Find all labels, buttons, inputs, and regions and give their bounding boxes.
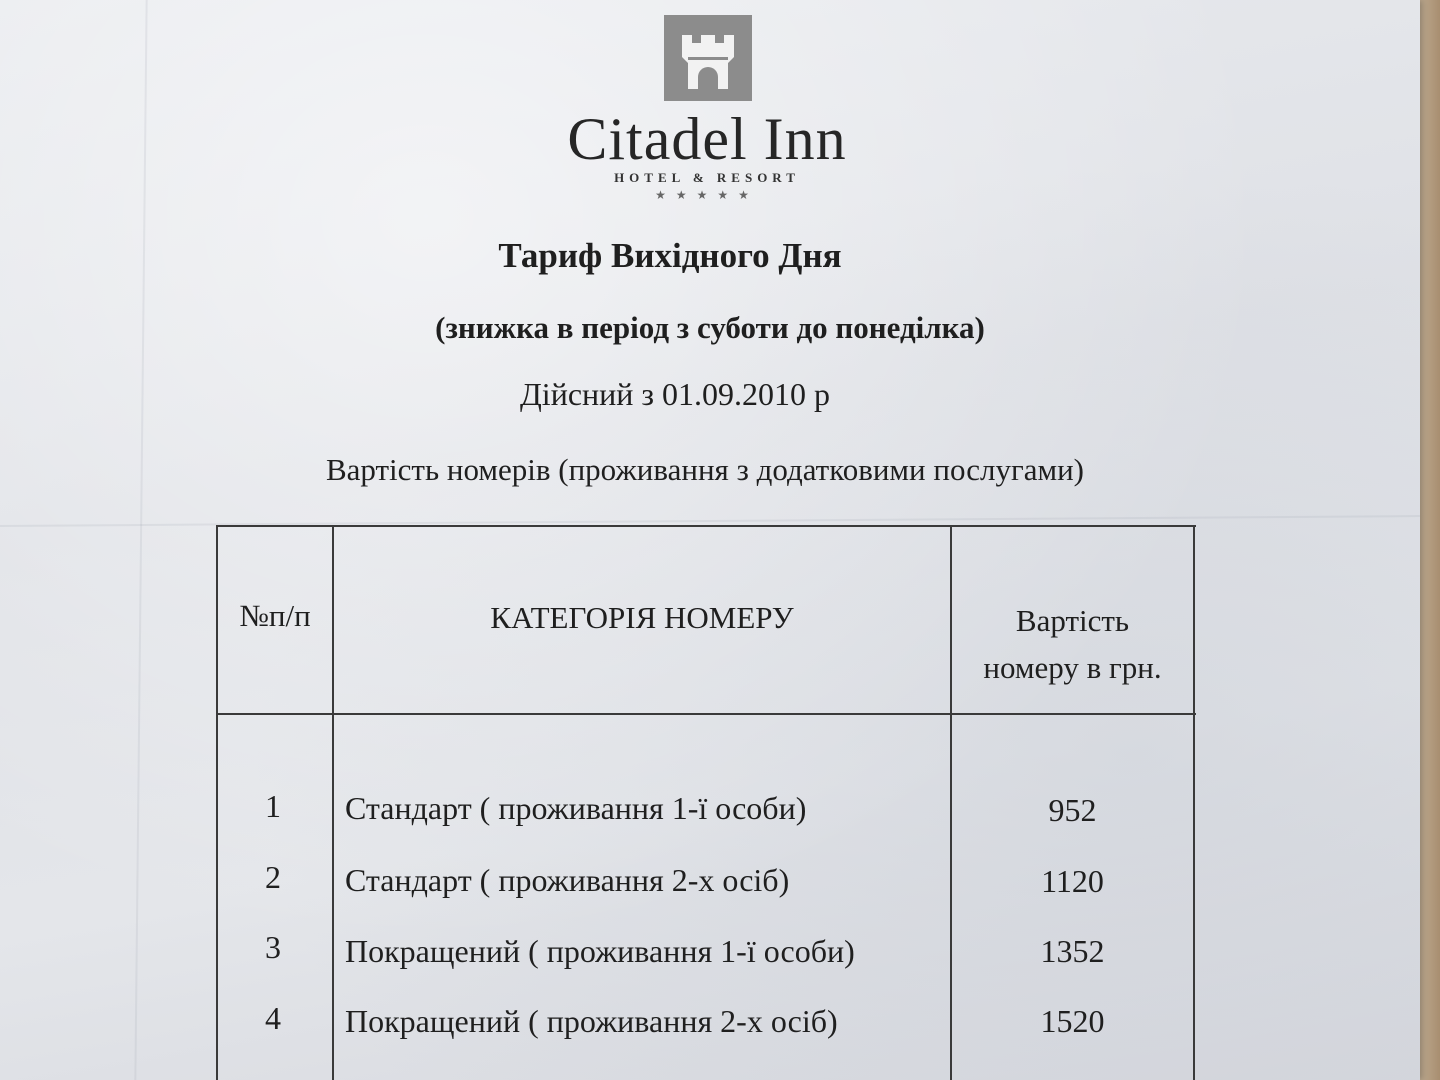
row-category: Покращений ( проживання 2-х осіб) [345,1003,838,1039]
castle-tower-icon [664,15,752,101]
table-border-header-bottom [216,713,1196,715]
row-category: Стандарт ( проживання 1-ї особи) [345,790,807,826]
table-border-right [1193,527,1195,1080]
row-category: Стандарт ( проживання 2-х осіб) [345,862,790,898]
header-price-line2: номеру в грн. [983,650,1162,685]
row-category: Покращений ( проживання 1-ї особи) [345,933,855,969]
row-number: 2 [265,859,281,895]
row-price: 952 [1048,792,1097,828]
header-price-line1: Вартість [1015,603,1130,638]
row-number: 1 [265,788,281,824]
brand-stars: ★★★★★ [655,188,759,202]
castle-tower-svg [664,15,752,101]
paper-crease [134,0,147,1080]
row-price: 1352 [1040,933,1105,969]
row-price: 1120 [1041,863,1104,899]
row-number: 3 [265,929,281,965]
brand-name: Citadel Inn [567,106,847,172]
document-title: Тариф Вихідного Дня [498,236,842,275]
row-number: 4 [265,1000,281,1036]
brand-tagline: HOTEL & RESORT [614,170,800,185]
table-border-top [216,525,1196,527]
table-caption: Вартість номерів (проживання з додатковими послугами) [325,452,1084,487]
row-price: 1520 [1040,1003,1105,1039]
document-subtitle: (знижка в період з суботи до понеділка) [435,310,985,345]
valid-from-date: Дійсний з 01.09.2010 р [519,376,831,412]
header-category: КАТЕГОРІЯ НОМЕРУ [490,600,794,635]
header-number: №п/п [239,598,311,633]
